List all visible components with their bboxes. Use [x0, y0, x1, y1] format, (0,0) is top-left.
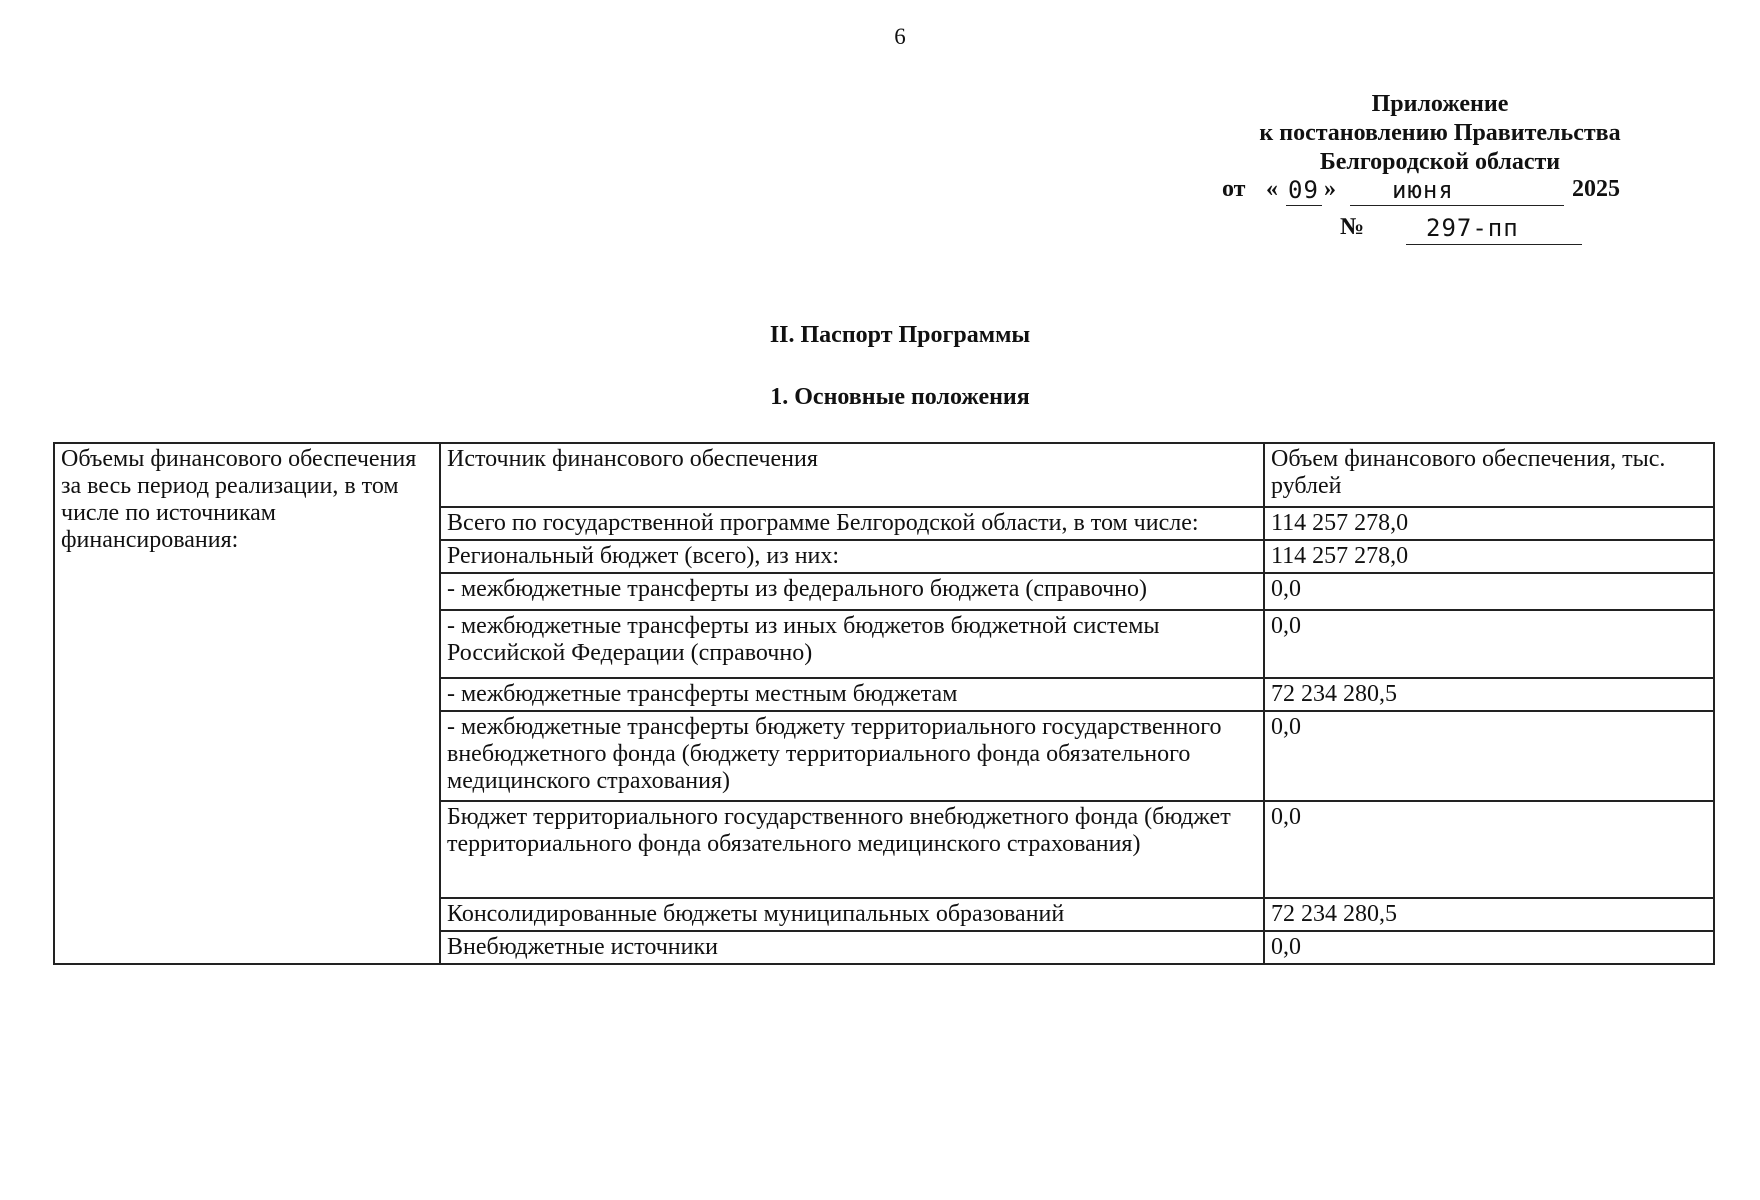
row-source: Консолидированные бюджеты муниципальных образований — [440, 898, 1264, 931]
table-header-row — [54, 443, 1714, 507]
appendix-decree-line: к постановлению Правительства — [1259, 120, 1621, 146]
row-volume: 0,0 — [1264, 573, 1714, 610]
row-source: - межбюджетные трансферты из иных бюджетов бюджетной системы Российской Федерации (справочно) — [440, 610, 1264, 678]
row-source: - межбюджетные трансферты местным бюджетам — [440, 678, 1264, 711]
number-underline — [1406, 244, 1582, 245]
quote-open: « — [1266, 176, 1278, 202]
row-source: Бюджет территориального государственного внебюджетного фонда (бюджет территориального фонда обязательного медицинского страхования) — [440, 801, 1264, 898]
row-volume: 72 234 280,5 — [1264, 898, 1714, 931]
row-volume: 0,0 — [1264, 610, 1714, 678]
financing-volume-label: Объемы финансового обеспечения за весь период реализации, в том числе по источникам финансирования: — [54, 443, 440, 964]
row-volume: 0,0 — [1264, 931, 1714, 964]
row-source: - межбюджетные трансферты из федерального бюджета (справочно) — [440, 573, 1264, 610]
row-volume: 72 234 280,5 — [1264, 678, 1714, 711]
decree-date — [1222, 176, 1642, 208]
row-volume: 0,0 — [1264, 711, 1714, 801]
quote-close: » — [1324, 176, 1336, 202]
month-underline — [1350, 205, 1564, 206]
row-volume: 114 257 278,0 — [1264, 507, 1714, 540]
row-volume: 0,0 — [1264, 801, 1714, 898]
day-underline — [1286, 205, 1322, 206]
financing-table — [53, 442, 1715, 965]
row-source: - межбюджетные трансферты бюджету территориального государственного внебюджетного фонда (бюджету территориального фонда обязательного медицинского страхования) — [440, 711, 1264, 801]
number-label: № — [1340, 214, 1365, 240]
date-prefix: от — [1222, 176, 1246, 202]
date-day: 09 — [1288, 176, 1319, 204]
decree-number — [1340, 214, 1600, 246]
appendix-region-line: Белгородской области — [1319, 149, 1561, 175]
page-number: 6 — [894, 24, 906, 49]
appendix-title: Приложение — [1371, 91, 1509, 117]
date-year: 2025 — [1572, 176, 1620, 202]
row-source: Всего по государственной программе Белгородской области, в том числе: — [440, 507, 1264, 540]
row-volume: 114 257 278,0 — [1264, 540, 1714, 573]
row-source: Региональный бюджет (всего), из них: — [440, 540, 1264, 573]
row-source: Внебюджетные источники — [440, 931, 1264, 964]
date-month: июня — [1392, 176, 1454, 204]
section-title: II. Паспорт Программы — [769, 322, 1031, 348]
header-volume: Объем финансового обеспечения, тыс. рублей — [1264, 443, 1714, 507]
subsection-title: 1. Основные положения — [770, 384, 1030, 410]
header-source: Источник финансового обеспечения — [440, 443, 1264, 507]
appendix-header — [1220, 90, 1660, 177]
number-value: 297-пп — [1426, 214, 1519, 242]
